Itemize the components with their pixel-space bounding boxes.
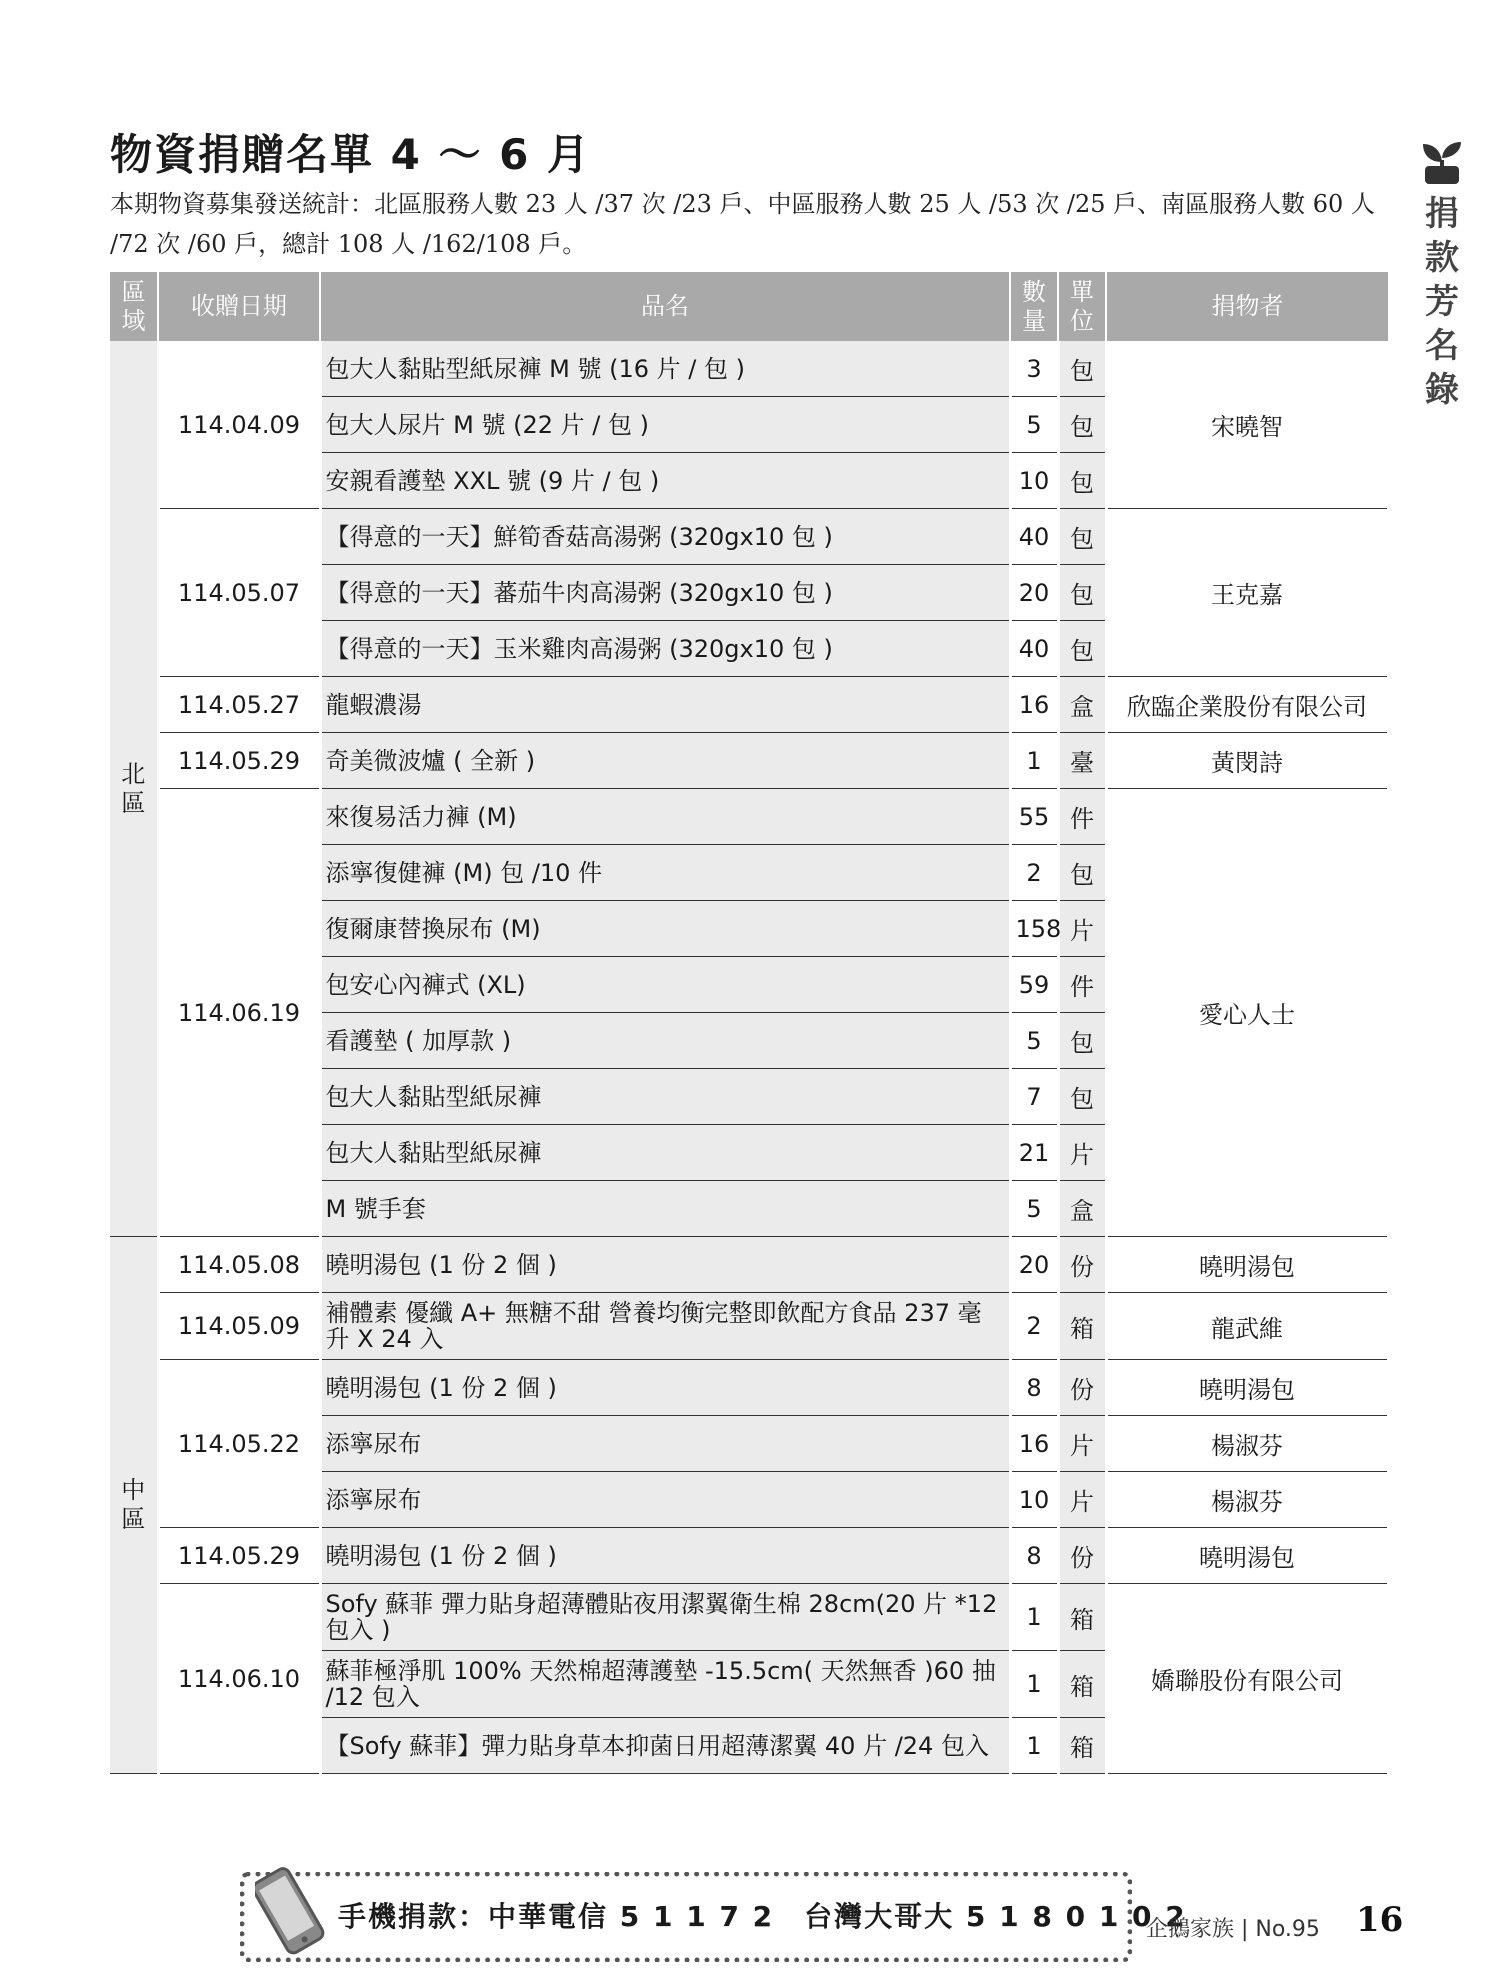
unit-cell: 盒	[1058, 1181, 1106, 1237]
item-cell: 龍蝦濃湯	[320, 677, 1010, 733]
summary-text: 本期物資募集發送統計：北區服務人數 23 人 /37 次 /23 戶、中區服務人數 25 人 /53 次 /25 戶、南區服務人數 60 人 /72 次 /60 戶，總計 108 人 /162/108 戶。	[110, 190, 1375, 258]
unit-cell: 包	[1058, 397, 1106, 453]
donor-cell: 嬌聯股份有限公司	[1106, 1584, 1388, 1774]
table-row	[110, 677, 1388, 733]
item-cell: 包安心內褲式 (XL)	[320, 957, 1010, 1013]
donor-cell: 楊淑芬	[1106, 1472, 1388, 1528]
item-cell: Sofy 蘇菲 彈力貼身超薄體貼夜用潔翼衛生棉 28cm(20 片 *12 包入 )	[320, 1584, 1010, 1651]
unit-cell: 份	[1058, 1360, 1106, 1416]
mobile-donation-text: 手機捐款：中華電信 5 1 1 7 2 台灣大哥大 5 1 8 0 1 0 2	[338, 1900, 1187, 1933]
table-row	[110, 1584, 1388, 1651]
header-unit: 單位	[1058, 272, 1106, 341]
date-cell: 114.05.27	[158, 677, 320, 733]
table-row	[110, 733, 1388, 789]
item-cell: 奇美微波爐 ( 全新 )	[320, 733, 1010, 789]
leaf-icon	[1419, 140, 1465, 186]
date-cell: 114.05.29	[158, 1528, 320, 1584]
date-cell: 114.05.08	[158, 1237, 320, 1293]
date-cell: 114.05.29	[158, 733, 320, 789]
unit-cell: 件	[1058, 789, 1106, 845]
region-cell: 中區	[110, 1237, 158, 1774]
date-cell: 114.05.09	[158, 1293, 320, 1360]
item-cell: 蘇菲極淨肌 100% 天然棉超薄護墊 -15.5cm( 天然無香 )60 抽 /12 包入	[320, 1651, 1010, 1718]
qty-cell: 40	[1010, 621, 1058, 677]
qty-cell: 10	[1010, 1472, 1058, 1528]
item-cell: 曉明湯包 (1 份 2 個 )	[320, 1237, 1010, 1293]
unit-cell: 包	[1058, 453, 1106, 509]
item-cell: 包大人黏貼型紙尿褲	[320, 1125, 1010, 1181]
qty-cell: 55	[1010, 789, 1058, 845]
date-cell: 114.05.07	[158, 509, 320, 677]
qty-cell: 5	[1010, 397, 1058, 453]
page-number: 16	[1356, 1900, 1404, 1940]
item-cell: 安親看護墊 XXL 號 (9 片 / 包 )	[320, 453, 1010, 509]
qty-cell: 5	[1010, 1181, 1058, 1237]
donation-table	[110, 272, 1390, 1774]
qty-cell: 8	[1010, 1528, 1058, 1584]
table-row	[110, 1528, 1388, 1584]
header-qty: 數量	[1010, 272, 1058, 341]
magazine-issue: 企鵝家族 | No.95	[1146, 1917, 1320, 1942]
qty-cell: 10	[1010, 453, 1058, 509]
table-row	[110, 1237, 1388, 1293]
unit-cell: 包	[1058, 1069, 1106, 1125]
qty-cell: 7	[1010, 1069, 1058, 1125]
item-cell: 包大人黏貼型紙尿褲	[320, 1069, 1010, 1125]
item-cell: 來復易活力褲 (M)	[320, 789, 1010, 845]
unit-cell: 箱	[1058, 1718, 1106, 1774]
unit-cell: 臺	[1058, 733, 1106, 789]
date-cell: 114.06.19	[158, 789, 320, 1237]
unit-cell: 包	[1058, 565, 1106, 621]
qty-cell: 2	[1010, 845, 1058, 901]
date-cell: 114.06.10	[158, 1584, 320, 1774]
item-cell: 【Sofy 蘇菲】彈力貼身草本抑菌日用超薄潔翼 40 片 /24 包入	[320, 1718, 1010, 1774]
item-cell: 【得意的一天】蕃茄牛肉高湯粥 (320gx10 包 )	[320, 565, 1010, 621]
item-cell: 曉明湯包 (1 份 2 個 )	[320, 1360, 1010, 1416]
header-donor: 捐物者	[1106, 272, 1388, 341]
qty-cell: 3	[1010, 341, 1058, 397]
donor-cell: 宋曉智	[1106, 341, 1388, 509]
item-cell: 包大人尿片 M 號 (22 片 / 包 )	[320, 397, 1010, 453]
item-cell: 添寧尿布	[320, 1472, 1010, 1528]
qty-cell: 20	[1010, 1237, 1058, 1293]
item-cell: 補體素 優纖 A+ 無糖不甜 營養均衡完整即飲配方食品 237 毫升 X 24 入	[320, 1293, 1010, 1360]
unit-cell: 份	[1058, 1237, 1106, 1293]
unit-cell: 片	[1058, 1416, 1106, 1472]
donor-cell: 愛心人士	[1106, 789, 1388, 1237]
item-cell: 添寧復健褲 (M) 包 /10 件	[320, 845, 1010, 901]
table-row	[110, 1360, 1388, 1416]
qty-cell: 1	[1010, 1718, 1058, 1774]
item-cell: M 號手套	[320, 1181, 1010, 1237]
table-row	[110, 1293, 1388, 1360]
side-title-text: 捐款芳名錄	[1425, 194, 1459, 410]
qty-cell: 1	[1010, 1651, 1058, 1718]
qty-cell: 2	[1010, 1293, 1058, 1360]
header-region: 區域	[110, 272, 158, 341]
unit-cell: 片	[1058, 1125, 1106, 1181]
qty-cell: 59	[1010, 957, 1058, 1013]
donor-cell: 欣臨企業股份有限公司	[1106, 677, 1388, 733]
unit-cell: 包	[1058, 845, 1106, 901]
donor-cell: 曉明湯包	[1106, 1528, 1388, 1584]
donor-cell: 曉明湯包	[1106, 1360, 1388, 1416]
date-cell: 114.05.22	[158, 1360, 320, 1528]
unit-cell: 包	[1058, 341, 1106, 397]
unit-cell: 箱	[1058, 1293, 1106, 1360]
unit-cell: 箱	[1058, 1584, 1106, 1651]
donor-cell: 王克嘉	[1106, 509, 1388, 677]
date-cell: 114.04.09	[158, 341, 320, 509]
item-cell: 添寧尿布	[320, 1416, 1010, 1472]
qty-cell: 16	[1010, 677, 1058, 733]
page-title: 物資捐贈名單 4 ～ 6 月	[110, 130, 591, 179]
donor-cell: 黃閔詩	[1106, 733, 1388, 789]
qty-cell: 158	[1010, 901, 1058, 957]
qty-cell: 1	[1010, 1584, 1058, 1651]
unit-cell: 片	[1058, 1472, 1106, 1528]
item-cell: 復爾康替換尿布 (M)	[320, 901, 1010, 957]
qty-cell: 8	[1010, 1360, 1058, 1416]
unit-cell: 包	[1058, 621, 1106, 677]
donor-cell: 龍武維	[1106, 1293, 1388, 1360]
item-cell: 【得意的一天】玉米雞肉高湯粥 (320gx10 包 )	[320, 621, 1010, 677]
qty-cell: 16	[1010, 1416, 1058, 1472]
donor-cell: 曉明湯包	[1106, 1237, 1388, 1293]
unit-cell: 盒	[1058, 677, 1106, 733]
qty-cell: 21	[1010, 1125, 1058, 1181]
qty-cell: 1	[1010, 733, 1058, 789]
qty-cell: 20	[1010, 565, 1058, 621]
unit-cell: 箱	[1058, 1651, 1106, 1718]
item-cell: 包大人黏貼型紙尿褲 M 號 (16 片 / 包 )	[320, 341, 1010, 397]
item-cell: 【得意的一天】鮮筍香菇高湯粥 (320gx10 包 )	[320, 509, 1010, 565]
table-row	[110, 341, 1388, 397]
donor-cell: 楊淑芬	[1106, 1416, 1388, 1472]
qty-cell: 40	[1010, 509, 1058, 565]
unit-cell: 份	[1058, 1528, 1106, 1584]
table-row	[110, 789, 1388, 845]
item-cell: 曉明湯包 (1 份 2 個 )	[320, 1528, 1010, 1584]
table-header-row	[110, 272, 1388, 341]
unit-cell: 包	[1058, 509, 1106, 565]
phone-icon	[255, 1862, 325, 1962]
item-cell: 看護墊 ( 加厚款 )	[320, 1013, 1010, 1069]
unit-cell: 件	[1058, 957, 1106, 1013]
region-cell: 北區	[110, 341, 158, 1237]
unit-cell: 包	[1058, 1013, 1106, 1069]
header-date: 收贈日期	[158, 272, 320, 341]
table-row	[110, 509, 1388, 565]
header-item: 品名	[320, 272, 1010, 341]
unit-cell: 片	[1058, 901, 1106, 957]
qty-cell: 5	[1010, 1013, 1058, 1069]
side-section-title	[1414, 140, 1470, 412]
